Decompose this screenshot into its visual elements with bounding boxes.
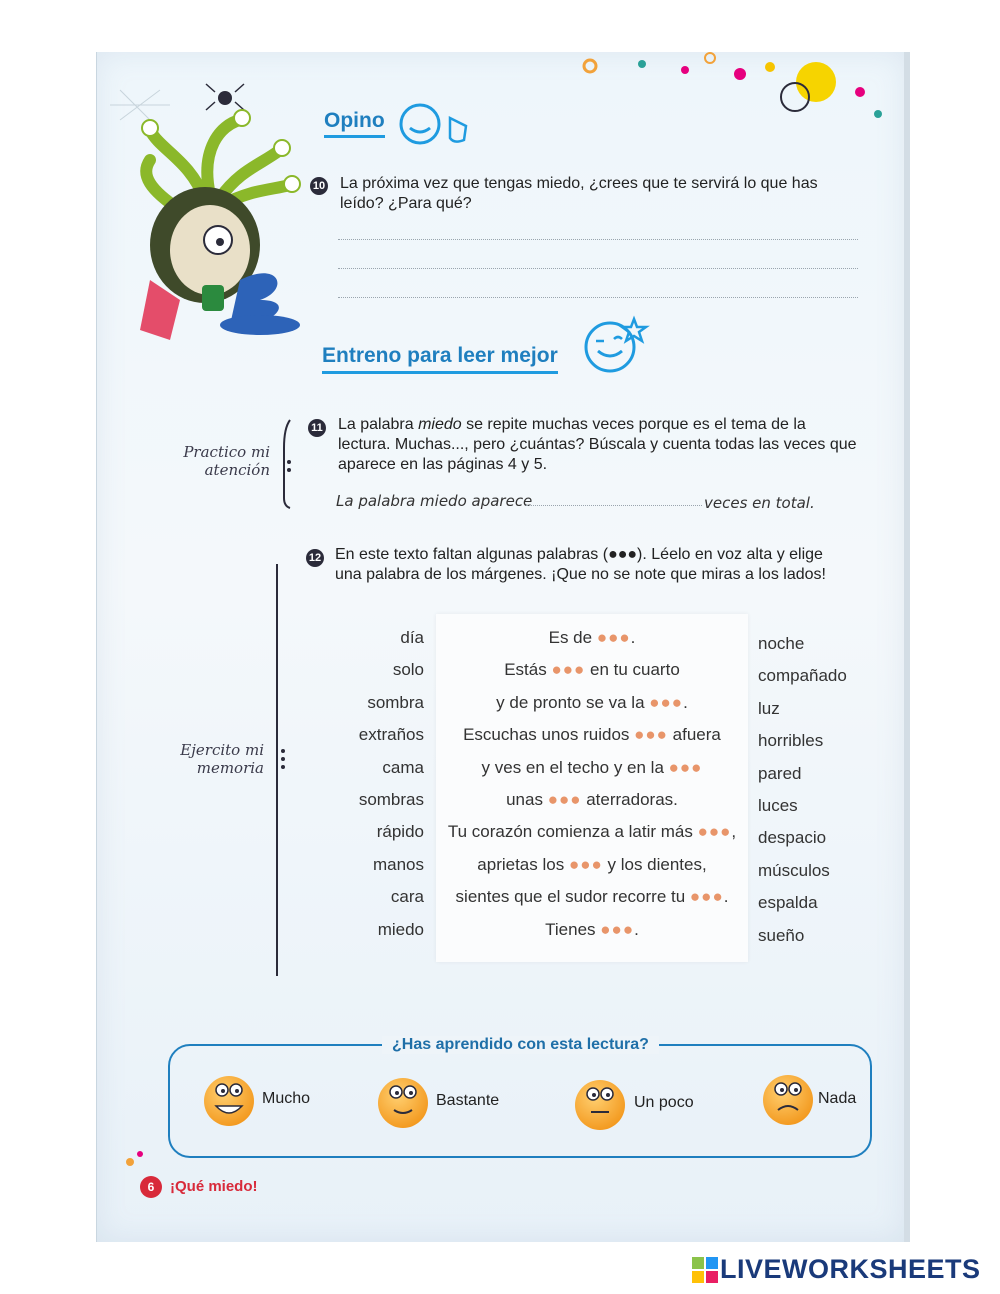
answer-suffix: veces en total. [704,494,815,512]
footer-dots [124,1150,154,1176]
count-answer-field[interactable] [526,504,702,506]
question-10-number-badge: 10 [310,176,328,195]
question-11-number-badge: 11 [308,418,326,437]
right-word-option[interactable]: músculos [758,861,830,880]
wink-star-icon [582,313,650,375]
poem-line: Es de ●●●. [548,628,636,647]
answer-line-3[interactable] [338,296,858,298]
right-word-option[interactable]: sueño [758,926,805,945]
left-word-option[interactable]: solo [392,660,424,679]
face-mucho-icon[interactable] [204,1076,254,1126]
right-word-option[interactable]: noche [758,634,805,653]
entreno-title: Entreno para leer mejor [322,344,558,374]
feedback-question: ¿Has aprendido con esta lectura? [382,1036,659,1054]
poem-line: sientes que el sudor recorre tu ●●●. [455,887,729,906]
left-word-option[interactable]: extraños [358,725,424,744]
opino-title: Opino [324,109,385,138]
face-bastante-icon[interactable] [378,1078,428,1128]
blank-dots[interactable]: ●●● [689,887,724,906]
right-word-option[interactable]: luz [758,699,780,718]
right-word-option[interactable]: pared [758,764,802,783]
poem-line: Escuchas unos ruidos ●●● afuera [463,725,721,744]
poem-line: aprietas los ●●● y los dientes, [477,855,707,874]
practico-label: Practico mi atención [183,443,270,479]
blank-dots[interactable]: ●●● [668,758,703,777]
smile-hand-icon [398,100,476,148]
left-word-option[interactable]: sombra [367,693,424,712]
blank-dots[interactable]: ●●● [649,693,684,712]
right-word-option[interactable]: despacio [758,828,827,847]
face-un-poco-icon[interactable] [575,1080,625,1130]
blank-dots[interactable]: ●●● [596,628,631,647]
book-spine [904,52,910,1242]
left-word-option[interactable]: sombras [358,790,424,809]
option-mucho[interactable]: Mucho [262,1090,311,1107]
right-word-option[interactable]: horribles [758,731,824,750]
bracket-q11 [280,418,294,510]
left-word-option[interactable]: día [400,628,424,647]
blank-dots[interactable]: ●●● [697,822,732,841]
option-nada[interactable]: Nada [818,1090,857,1107]
right-word-option[interactable]: compañado [758,666,847,685]
answer-line-2[interactable] [338,267,858,269]
option-un-poco[interactable]: Un poco [634,1094,694,1111]
footer-title: ¡Qué miedo! [170,1178,258,1195]
blank-dots[interactable]: ●●● [547,790,582,809]
left-word-option[interactable]: manos [372,855,424,874]
poem-line: y de pronto se va la ●●●. [496,693,688,712]
poem-line: Estás ●●● en tu cuarto [504,660,680,679]
blank-dots[interactable]: ●●● [634,725,668,744]
confetti-decoration [580,52,904,132]
left-word-option[interactable]: cama [382,758,424,777]
right-word-option[interactable]: espalda [758,893,818,912]
poem-line: y ves en el techo y en la ●●● [481,758,703,777]
blank-dots[interactable]: ●●● [551,660,586,679]
poem-line: unas ●●● aterradoras. [506,790,678,809]
poem-line: Tienes ●●●. [545,920,639,939]
poem-line: Tu corazón comienza a latir más ●●●, [447,822,737,841]
blank-dots[interactable]: ●●● [568,855,603,874]
option-bastante[interactable]: Bastante [436,1092,500,1109]
blank-dots[interactable]: ●●● [600,920,635,939]
face-nada-icon[interactable] [763,1075,813,1125]
liveworksheets-logo-icon [692,1257,718,1283]
page-number-badge: 6 [140,1176,162,1198]
question-10-text: La próxima vez que tengas miedo, ¿crees que te servirá lo que has leído? ¿Para qué? [340,175,818,212]
left-word-option[interactable]: miedo [377,920,424,939]
ejercito-label: Ejercito mi memoria [180,741,264,777]
answer-prefix: La palabra miedo aparece [336,492,533,510]
answer-line-1[interactable] [338,238,858,240]
right-word-option[interactable]: luces [758,796,798,815]
memory-dots [276,745,290,775]
liveworksheets-watermark: LIVEWORKSHEETS [720,1254,981,1284]
question-11-text: La palabra miedo se repite muchas veces porque es el tema de la lectura. Muchas..., pero ¿cuántas? Búscala y cuenta todas las veces que aparece en las páginas 4 y 5. [338,416,857,473]
question-12-number-badge: 12 [306,548,324,567]
medusa-girl-illustration [110,80,310,350]
left-word-option[interactable]: rápido [376,822,424,841]
question-12-text: En este texto faltan algunas palabras (●●●). Léelo en voz alta y elige una palabra de los márgenes. ¡Que no se note que miras a los lados! [335,546,826,583]
left-word-option[interactable]: cara [390,887,424,906]
